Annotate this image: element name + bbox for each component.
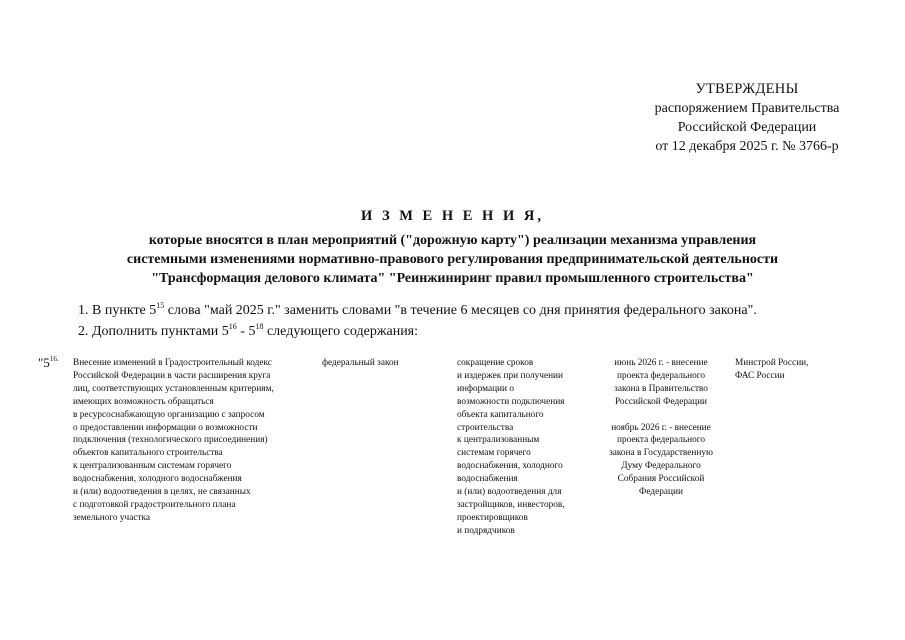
- paragraph-text: - 5: [236, 324, 256, 339]
- result-line: возможности подключения: [457, 396, 565, 407]
- document-subtitle: [100, 231, 805, 288]
- superscript: 15: [156, 301, 165, 310]
- paragraph-1: [78, 303, 757, 319]
- result-line: и подрядчиков: [457, 525, 515, 536]
- description-line: земельного участка: [73, 512, 151, 523]
- description-line: объектов капитального строительства: [73, 448, 223, 459]
- result-line: проектировщиков: [457, 512, 528, 523]
- result-line: строительства: [457, 422, 514, 433]
- document-title: И З М Е Н Е Н И Я,: [361, 208, 544, 224]
- description-line: в ресурсоснабжающую организацию с запросом: [73, 409, 265, 420]
- result-line: к централизованным: [457, 435, 540, 446]
- approval-line: Российской Федерации: [677, 120, 817, 135]
- description-line: лиц, соответствующих установленным критериям,: [73, 383, 274, 394]
- item-number-text: "5: [38, 355, 50, 370]
- paragraph-text: следующего содержания:: [263, 324, 419, 339]
- document-type-cell: [322, 357, 442, 370]
- item-number: [38, 357, 68, 372]
- deadline-line: июнь 2026 г. - внесение: [614, 358, 708, 368]
- deadline-line: Российской Федерации: [614, 396, 708, 407]
- approval-block: [637, 80, 857, 156]
- subtitle-line: системными изменениями нормативно-правового регулирования предпринимательской деятельности: [126, 252, 779, 267]
- result-line: застройщиков, инвесторов,: [457, 499, 565, 510]
- approval-date-number: от 12 декабря 2025 г. № 3766-р: [655, 139, 839, 154]
- description-line: водоснабжения, холодного водоснабжения: [73, 474, 242, 485]
- subtitle-line: "Трансформация делового климата" "Реинжиниринг правил промышленного строительства": [151, 271, 754, 286]
- deadline-cell: [597, 357, 725, 499]
- deadline-line: проекта федерального: [616, 435, 705, 446]
- description-line: Внесение изменений в Градостроительный кодекс: [73, 358, 272, 368]
- paragraph-text: слова "май 2025 г." заменить словами "в течение 6 месяцев со дня принятия федерального закона".: [164, 303, 757, 318]
- description-line: с подготовкой градостроительного плана: [73, 499, 236, 510]
- approval-line: распоряжением Правительства: [654, 101, 840, 116]
- description-line: подключения (технологического присоединения): [73, 435, 268, 446]
- approval-heading: УТВЕРЖДЕНЫ: [695, 81, 799, 97]
- deadline-line: закона в Государственную: [609, 448, 713, 459]
- paragraph-text: 1. В пункте 5: [78, 303, 157, 318]
- description-line: о предоставлении информации о возможности: [73, 422, 258, 433]
- responsible-cell: [735, 357, 835, 383]
- result-cell: [457, 357, 592, 538]
- description-cell: [73, 357, 313, 525]
- responsible-line: Минстрой России,: [735, 358, 809, 368]
- result-line: и издержек при получении: [457, 370, 563, 381]
- result-line: объекта капитального: [457, 409, 544, 420]
- description-line: и (или) водоотведения в целях, не связанных: [73, 487, 251, 498]
- superscript: 16: [228, 322, 237, 331]
- result-line: системам горячего: [457, 448, 531, 459]
- document-type-line: федеральный закон: [322, 358, 399, 368]
- deadline-line: ноябрь 2026 г. - внесение: [611, 422, 711, 433]
- result-line: информации о: [457, 383, 514, 394]
- description-line: к централизованным системам горячего: [73, 461, 232, 472]
- deadline-line: Думу Федерального: [621, 461, 701, 472]
- item-number-sup: 16.: [49, 355, 59, 363]
- superscript: 18: [255, 322, 264, 331]
- subtitle-line: которые вносятся в план мероприятий ("дорожную карту") реализации механизма управления: [148, 233, 757, 248]
- deadline-line: Собрания Российской: [617, 474, 705, 485]
- description-line: имеющих возможность обращаться: [73, 396, 214, 407]
- result-line: и (или) водоотведения для: [457, 487, 562, 498]
- deadline-line: закона в Правительство: [614, 383, 708, 394]
- deadline-line: Федерации: [639, 487, 683, 498]
- description-line: Российской Федерации в части расширения круга: [73, 370, 271, 381]
- paragraph-text: 2. Дополнить пунктами 5: [78, 324, 229, 339]
- deadline-line: проекта федерального: [616, 370, 705, 381]
- result-line: водоснабжения: [457, 474, 518, 485]
- responsible-line: ФАС России: [735, 370, 785, 381]
- paragraph-2: [78, 324, 418, 340]
- result-line: сокращение сроков: [457, 358, 534, 368]
- deadline-spacer: [597, 409, 725, 422]
- result-line: водоснабжения, холодного: [457, 461, 563, 472]
